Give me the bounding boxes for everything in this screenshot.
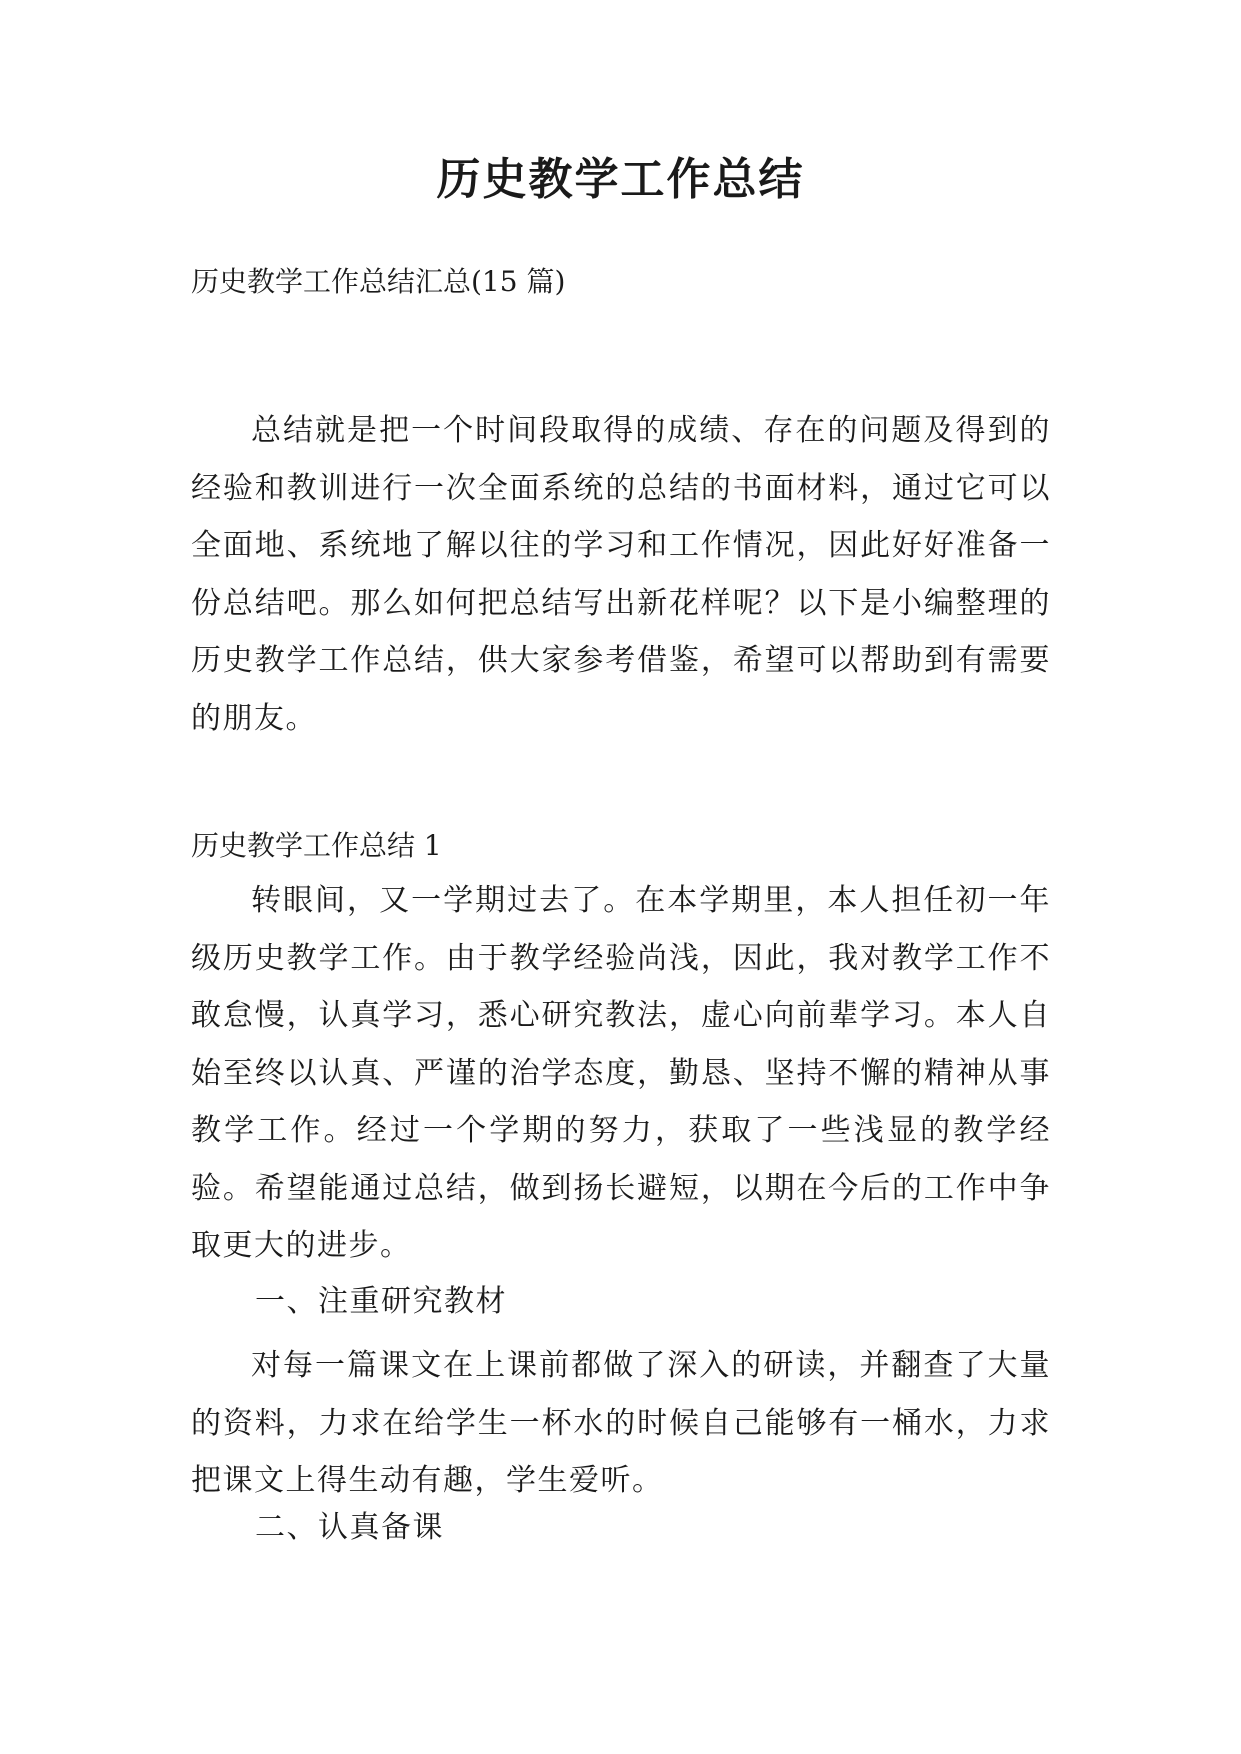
subheading-research-materials: 一、注重研究教材: [255, 1284, 507, 1319]
document-title: 历史教学工作总结: [436, 154, 805, 205]
document-subtitle: 历史教学工作总结汇总(15 篇): [191, 265, 566, 298]
section-1-paragraph-1: 转眼间，又一学期过去了。在本学期里，本人担任初一年级历史教学工作。由于教学经验尚浅，因此，我对教学工作不敢怠慢，认真学习，悉心研究教法，虚心向前辈学习。本人自始至终以认真、严谨的治学态度，勤恳、坚持不懈的精神从事教学工作。经过一个学期的努力，获取了一些浅显的教学经验。希望能通过总结，做到扬长避短，以期在今后的工作中争取更大的进步。: [191, 883, 1051, 1263]
section-heading-1: 历史教学工作总结 1: [191, 829, 442, 862]
intro-paragraph: 总结就是把一个时间段取得的成绩、存在的问题及得到的经验和教训进行一次全面系统的总结的书面材料，通过它可以全面地、系统地了解以往的学习和工作情况，因此好好准备一份总结吧。那么如何把总结写出新花样呢？以下是小编整理的历史教学工作总结，供大家参考借鉴，希望可以帮助到有需要的朋友。: [191, 413, 1051, 736]
section-1-paragraph-2: 对每一篇课文在上课前都做了深入的研读，并翻查了大量的资料，力求在给学生一杯水的时候自己能够有一桶水，力求把课文上得生动有趣，学生爱听。: [191, 1348, 1051, 1498]
subheading-lesson-prep: 二、认真备课: [255, 1510, 444, 1545]
